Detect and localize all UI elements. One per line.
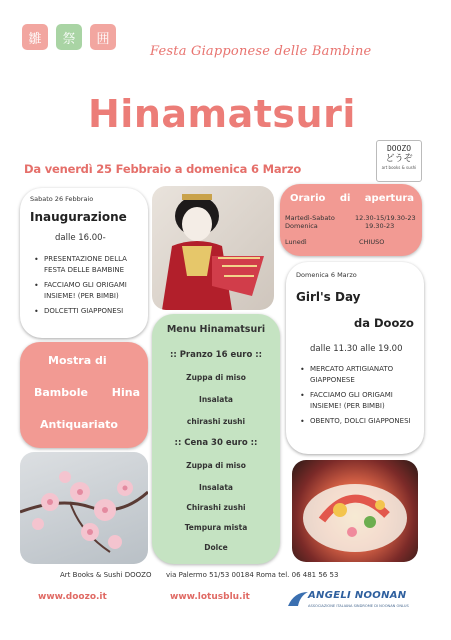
event-dates: Da venerdì 25 Febbraio a domenica 6 Marzo <box>24 162 302 176</box>
inauguration-card <box>20 188 148 338</box>
hours-time: 12.30-15/19.30-23 <box>355 214 416 222</box>
list-item: • FACCIAMO GLI ORIGAMI INSIEME! (PER BIMBI) <box>298 390 418 412</box>
menu-title: Menu Hinamatsuri <box>166 324 266 335</box>
hina-doll-illustration <box>152 186 274 310</box>
opening-hours-title-word: Orario <box>290 193 326 204</box>
doozo-logo <box>376 140 422 182</box>
hours-row <box>285 238 420 246</box>
list-item: • MERCATO ARTIGIANATO GIAPPONESE <box>298 364 418 386</box>
festival-subtitle: Festa Giapponese delle Bambine <box>150 44 372 59</box>
menu-card <box>152 314 280 564</box>
doll-exhibit-card <box>20 342 148 448</box>
opening-hours-title <box>290 193 414 204</box>
doozo-website-link[interactable]: www.doozo.it <box>38 592 107 602</box>
partner-caption: ASSOCIAZIONE ITALIANA SINDROME DI NOONAN ONLUS <box>308 604 409 608</box>
exhibit-line-3: Antiquariato <box>40 418 118 431</box>
inauguration-list <box>32 254 142 321</box>
menu-item: chirashi zushi <box>186 417 246 426</box>
hours-row <box>285 222 420 230</box>
list-item: • FACCIAMO GLI ORIGAMI INSIEME! (PER BIMBI) <box>32 280 142 302</box>
menu-item: Insalata <box>199 395 233 404</box>
dinner-header: :: Cena 30 euro :: <box>174 438 258 448</box>
list-item: • DOLCETTI GIAPPONESI <box>32 306 142 317</box>
menu-item: Insalata <box>199 483 233 492</box>
girls-day-title: Girl's Day <box>296 290 361 304</box>
kanji-box-3: 囲 <box>90 24 116 50</box>
lunch-header: :: Pranzo 16 euro :: <box>169 350 263 360</box>
exhibit-line-2 <box>34 386 140 399</box>
hours-time: CHIUSO <box>359 238 385 246</box>
address: via Palermo 51/53 00184 Roma tel. 06 481 56 53 <box>166 571 339 579</box>
kanji-row <box>22 24 116 50</box>
list-item: • OBENTO, DOLCI GIAPPONESI <box>298 416 418 427</box>
address-name: Art Books & Sushi DOOZO <box>60 571 152 579</box>
doozo-logo-mark: DOOZO <box>386 144 412 153</box>
hours-day: Domenica <box>285 222 318 230</box>
lotusblu-website-link[interactable]: www.lotusblu.it <box>170 592 250 602</box>
girls-day-card <box>286 262 424 454</box>
hours-time: 19.30-23 <box>365 222 395 230</box>
angeli-noonan-logo <box>286 588 426 616</box>
girls-day-time: dalle 11.30 alle 19.00 <box>310 344 403 354</box>
opening-hours-card <box>280 184 422 256</box>
hina-doll-photo <box>152 186 274 310</box>
chirashi-sushi-photo <box>292 460 418 562</box>
kanji-box-1: 雛 <box>22 24 48 50</box>
inauguration-time: dalle 16.00- <box>55 233 106 243</box>
inauguration-date: Sabato 26 Febbraio <box>30 195 94 203</box>
exhibit-line-1: Mostra di <box>48 354 107 367</box>
girls-day-subtitle: da Doozo <box>354 316 414 330</box>
hours-row <box>285 214 420 222</box>
opening-hours-title-word: apertura <box>364 193 414 204</box>
exhibit-word: Hina <box>111 386 140 399</box>
inauguration-title: Inaugurazione <box>30 210 127 224</box>
cherry-blossom-photo <box>20 452 148 564</box>
cherry-blossom-illustration <box>20 452 148 564</box>
angel-wing-icon <box>286 590 310 608</box>
list-item: • PRESENTAZIONE DELLA FESTA DELLE BAMBINE <box>32 254 142 276</box>
hours-day: Lunedì <box>285 238 307 246</box>
menu-item: Tempura mista <box>184 523 248 532</box>
exhibit-word: Bambole <box>34 386 88 399</box>
opening-hours-title-word: di <box>339 193 351 204</box>
girls-day-list <box>298 364 418 431</box>
doozo-logo-caption: art books & sushi <box>381 165 417 170</box>
menu-item: Zuppa di miso <box>186 461 246 470</box>
partner-name: ANGELI NOONAN <box>308 590 407 601</box>
menu-item: Zuppa di miso <box>186 373 246 382</box>
girls-day-date: Domenica 6 Marzo <box>296 271 357 279</box>
kanji-box-2: 祭 <box>56 24 82 50</box>
hours-day: Martedì-Sabato <box>285 214 335 222</box>
menu-item: Dolce <box>204 543 228 552</box>
menu-item: Chirashi zushi <box>186 503 246 512</box>
doozo-logo-kana: どうぞ <box>385 154 413 164</box>
page-title: Hinamatsuri <box>88 92 356 136</box>
chirashi-sushi-illustration <box>292 460 418 562</box>
